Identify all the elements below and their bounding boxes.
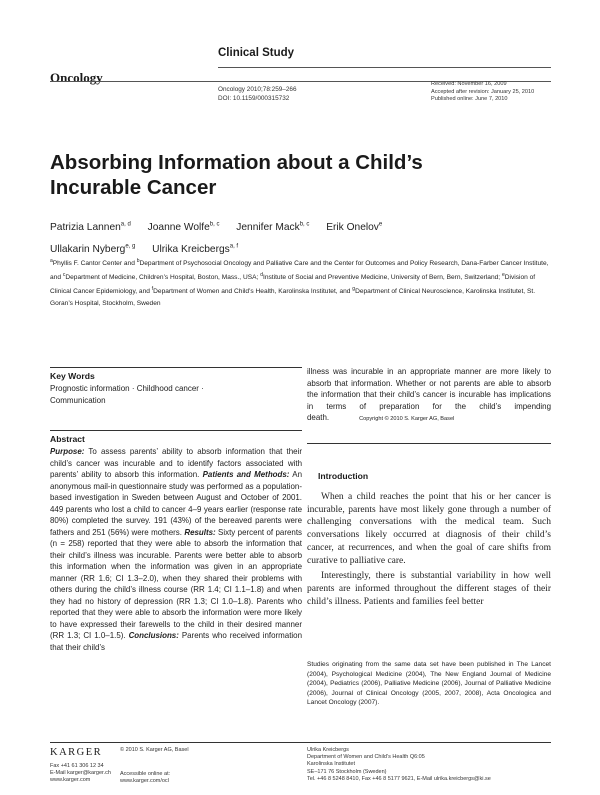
affiliation-marker: e — [501, 271, 505, 278]
received-date: Received: November 16, 2009 — [431, 81, 507, 87]
purpose-label: Purpose: — [50, 447, 85, 456]
affiliation-text: Institute of Social and Preventive Medicine, University of Bern, Bern, Switzerland; — [262, 274, 502, 282]
contact-telephone: Tel. +46 8 5248 8410, Fax +46 8 5177 9621, E-Mail ulrika.kreicbergs@ki.se — [307, 775, 491, 782]
online-access — [120, 771, 170, 785]
results-label: Results: — [184, 527, 216, 537]
author-list — [50, 216, 550, 259]
affiliation-text: Department of Medicine, Children’s Hospital, Boston, Mass., USA; — [65, 274, 261, 282]
access-url[interactable]: www.karger.com/ocl — [120, 778, 169, 785]
affiliation-text: Phyllis F. Cantor Center and — [52, 260, 137, 268]
conclusions-text: Parents who received information that their child’s — [50, 631, 302, 652]
contact-institution: Karolinska Institutet — [307, 761, 355, 768]
keywords-line: Communication — [50, 395, 106, 405]
doi-line: DOI: 10.1159/000315732 — [218, 95, 290, 102]
header-rule — [218, 67, 551, 68]
affiliation-marker: d — [260, 271, 263, 278]
affiliations — [50, 256, 550, 310]
author-affiliation: e, g — [125, 243, 136, 250]
keywords-rule — [50, 367, 302, 368]
publisher-website[interactable]: www.karger.com — [50, 777, 91, 784]
contact-department: Department of Women and Child’s Health Q6:05 — [307, 754, 425, 761]
author — [50, 244, 135, 255]
publisher-copyright: © 2010 S. Karger AG, Basel — [120, 747, 189, 753]
methods-label: Patients and Methods: — [202, 470, 290, 479]
keywords-line: Prognostic information · Childhood cancer · — [50, 384, 204, 393]
author — [326, 222, 382, 233]
author-name: Joanne Wolfe — [147, 222, 210, 234]
author-name: Patrizia Lannen — [50, 222, 121, 234]
author — [148, 222, 220, 233]
access-label: Accessible online at: — [120, 771, 171, 777]
abstract-continued-text: illness was incurable in an appropriate manner are more likely to absorb that information. Whether or not parents are able to absorb the information that their child’s cancer is incurable has implications in terms of preparation for the child’s impending death. — [307, 367, 551, 422]
purpose-text: To assess parents’ ability to absorb information that their child’s cancer was incurable and to identify factors associated with parents’ ability to absorb this information. — [50, 447, 302, 479]
results-text: Sixty percent of parents (n = 258) reported that they were able to absorb the information that their child’s illness was incurable. Parents were better able to absorb this information when the information was given in an appropriate manner (RR 1.6; CI 1.3–2.0), when they shared their problems with others during the child’s illness course (RR 1.4; CI 1.1–1.8) and when they had no history of depression (RR 1.3; CI 1.0–1.8). Parents who reported that they were able to absorb the information were more likely to have expressed their farewells to the child in their desired manner (RR 1.3; CI 1.0–1.5). — [50, 527, 302, 640]
abstract-rule — [50, 430, 302, 431]
author — [236, 222, 309, 233]
affiliation-marker: a — [50, 258, 53, 264]
publisher-email[interactable]: E-Mail karger@karger.ch — [50, 770, 111, 777]
published-date: Published online: June 7, 2010 — [431, 96, 508, 103]
abstract-heading: Abstract — [50, 434, 85, 444]
paragraph: Interestingly, there is substantial variability in how well parents are informed throughout the different stages of their child’s illness. Patients and families feel better — [307, 571, 551, 607]
correspondence — [307, 747, 557, 783]
footer-rule — [50, 742, 551, 743]
contact-name: Ulrika Kreicbergs — [307, 747, 349, 753]
citation-line: Oncology 2010;78:259–266 — [218, 86, 297, 93]
accepted-date: Accepted after revision: January 25, 2010 — [431, 88, 535, 95]
keywords-heading: Key Words — [50, 371, 95, 381]
citation — [218, 85, 297, 103]
title-line: Absorbing Information about a Child’s — [50, 151, 423, 174]
author — [152, 244, 238, 255]
affiliation-text: Division of Clinical Cancer Epidemiology, and — [50, 274, 536, 296]
publisher-contact — [50, 763, 111, 785]
footnote: Studies originating from the same data set have been published in The Lancet (2004), Psychological Medicine (2004), The New England Journal of Medicine (2004), Pediatrics (2006), Palliative Medicine (2006), Journal of Palliative Medicine (2006), Journal of Clinical Oncology (2005, 2007, 2008), Acta Oncologica and Lancet Oncology (2007). — [307, 661, 551, 707]
title-line: Incurable Cancer — [50, 176, 217, 199]
paragraph: When a child reaches the point that his or her cancer is incurable, parents have most likely gone through a number of challenging conversations with the medical team. Such conversations likely occurred at diagnosis of their child’s cancer, at recurrences, and when the goal of care shifts from curative to palliative care. — [307, 492, 551, 566]
author-affiliation: e — [378, 222, 383, 228]
author-name: Ulrika Kreicbergs — [152, 243, 230, 255]
affiliation-text: Department of Clinical Neuroscience, Karolinska Institutet, St. Goran’s Hospital, Stockholm, Sweden — [50, 288, 536, 307]
journal-name: Oncology — [50, 70, 103, 85]
article-title — [50, 150, 470, 200]
methods-text: An anonymous mail-in questionnaire study was performed as a population-based investigation in Sweden between August and October of 2001. 449 parents who lost a child to cancer 4–9 years earlier (response rate 80%) completed the survey. 191 (43%) of the bereaved parents were fathers and 251 (56%) were mothers. — [50, 470, 302, 537]
abstract-copyright: Copyright © 2010 S. Karger AG, Basel — [359, 416, 455, 422]
abstract-text — [50, 446, 302, 653]
affiliation-text: Department of Psychosocial Oncology and Palliative Care and the Center for Outcomes and Policy Research, Dana-Farber Cancer Institute, and — [50, 260, 549, 282]
author — [50, 222, 131, 233]
author-name: Erik Onelov — [326, 222, 379, 234]
author-affiliation: b, c — [209, 222, 220, 228]
publisher-fax: Fax +41 61 306 12 34 — [50, 763, 104, 769]
conclusions-label: Conclusions: — [128, 631, 179, 640]
keywords — [50, 383, 290, 406]
publisher-logo: KARGER — [50, 747, 103, 758]
author-affiliation: a, f — [229, 243, 239, 250]
abstract-end-rule — [307, 443, 551, 444]
affiliation-text: Department of Women and Child’s Health, Karolinska Institutet, and — [153, 288, 353, 296]
affiliation-marker: c — [62, 271, 66, 278]
introduction-body — [307, 491, 551, 608]
abstract-continued — [307, 366, 551, 426]
author-name: Jennifer Mack — [236, 222, 300, 234]
affiliation-marker: b — [136, 258, 140, 264]
affiliation-marker: f — [151, 285, 154, 292]
author-name: Ullakarin Nyberg — [50, 243, 126, 255]
affiliation-marker: g — [352, 285, 356, 292]
author-affiliation: b, c — [299, 222, 310, 228]
author-affiliation: a, d — [120, 222, 131, 228]
contact-city: SE–171 76 Stockholm (Sweden) — [307, 768, 387, 775]
introduction-heading: Introduction — [318, 471, 369, 481]
section-label: Clinical Study — [218, 47, 295, 59]
publication-dates — [431, 81, 534, 104]
